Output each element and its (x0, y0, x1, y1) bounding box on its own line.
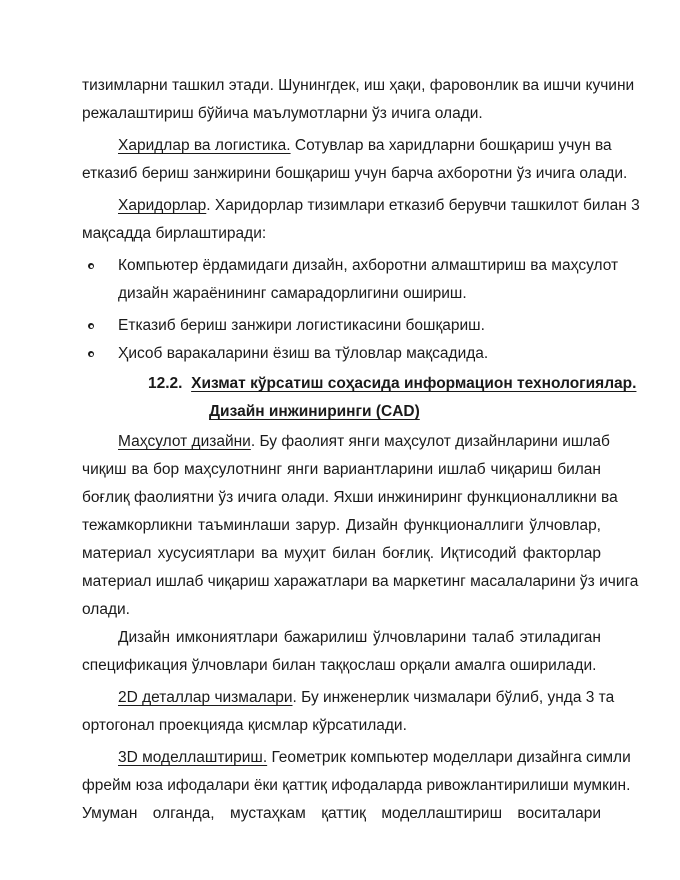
bullet-item: дизайн жараёнининг самарадорлигини ошириш. (118, 285, 467, 302)
paragraph-line: фрейм юза ифодалари ёки қаттиқ ифодаларда ривожлантирилиши мумкин. (82, 777, 631, 794)
paragraph-line: Дизайн имкониятлари бажарилиш ўлчовларини талаб этиладиган (118, 629, 601, 646)
section-heading (148, 373, 636, 395)
paragraph-line: олади. (82, 601, 130, 618)
section-subtitle: Дизайн инжиниринги (CAD) (209, 403, 420, 420)
paragraph-line: тизимларни ташкил этади. Шунингдек, иш ҳақи, фаровонлик ва ишчи кучини (82, 77, 635, 94)
paragraph-line: Маҳсулот дизайни. Бу фаолият янги маҳсулот дизайнларини ишлаб (118, 433, 610, 450)
section-number: 12.2. (148, 375, 183, 392)
paragraph-line: 3D моделлаштириш. Геометрик компьютер моделлари дизайнга симли (118, 749, 631, 766)
paragraph-line: етказиб бериш занжирини бошқариш учун барча ахборотни ўз ичига олади. (82, 165, 628, 182)
paragraph-line: боғлиқ фаолиятни ўз ичига олади. Яхши инжиниринг функционалликни ва (82, 489, 618, 506)
bullet-item: Етказиб бериш занжири логистикасини бошқариш. (118, 317, 485, 334)
paragraph-line: Харидлар ва логистика. Сотувлар ва харидларни бошқариш учун ва (118, 137, 612, 154)
paragraph-line: спецификация ўлчовлари билан таққослаш орқали амалга оширилади. (82, 657, 597, 674)
paragraph-line: 2D деталлар чизмалари. Бу инженерлик чизмалари бўлиб, унда 3 та (118, 689, 615, 706)
paragraph-line: Харидорлар. Харидорлар тизимлари етказиб берувчи ташкилот билан 3 (118, 197, 640, 214)
bullet-item: Ҳисоб варакаларини ёзиш ва тўловлар мақсадида. (118, 345, 489, 362)
paragraph-line: режалаштириш бўйича маълумотларни ўз ичига олади. (82, 105, 483, 122)
bullet-icon (88, 351, 94, 357)
term-2d-drawings: 2D деталлар чизмалари (118, 689, 293, 706)
paragraph-line: материал хусусиятлари ва муҳит билан боғлиқ. Иқтисодий факторлар (82, 545, 601, 562)
paragraph-line: мақсадда бирлаштиради: (82, 225, 267, 242)
paragraph-line: чиқиш ва бор маҳсулотнинг янги вариантларини ишлаб чиқариш билан (82, 461, 601, 478)
term-customers: Харидорлар (118, 197, 207, 214)
term-purchases-logistics: Харидлар ва логистика. (118, 137, 291, 154)
paragraph-line: ортогонал проекцияда қисмлар кўрсатилади. (82, 717, 407, 734)
paragraph-line: тежамкорликни таъминлаши зарур. Дизайн функционаллиги ўлчовлар, (82, 517, 601, 534)
term-product-design: Маҳсулот дизайни (118, 433, 251, 450)
bullet-icon (88, 263, 94, 269)
bullet-icon (88, 323, 94, 329)
section-title: Хизмат кўрсатиш соҳасида информацион технологиялар. (191, 375, 637, 392)
bullet-item: Компьютер ёрдамидаги дизайн, ахборотни алмаштириш ва маҳсулот (118, 257, 619, 274)
paragraph-line: материал ишлаб чиқариш харажатлари ва маркетинг масалаларини ўз ичига (82, 573, 639, 590)
term-3d-modeling: 3D моделлаштириш. (118, 749, 268, 766)
paragraph-line: Умуман олганда, мустаҳкам қаттиқ моделлаштириш воситалари (82, 805, 601, 822)
